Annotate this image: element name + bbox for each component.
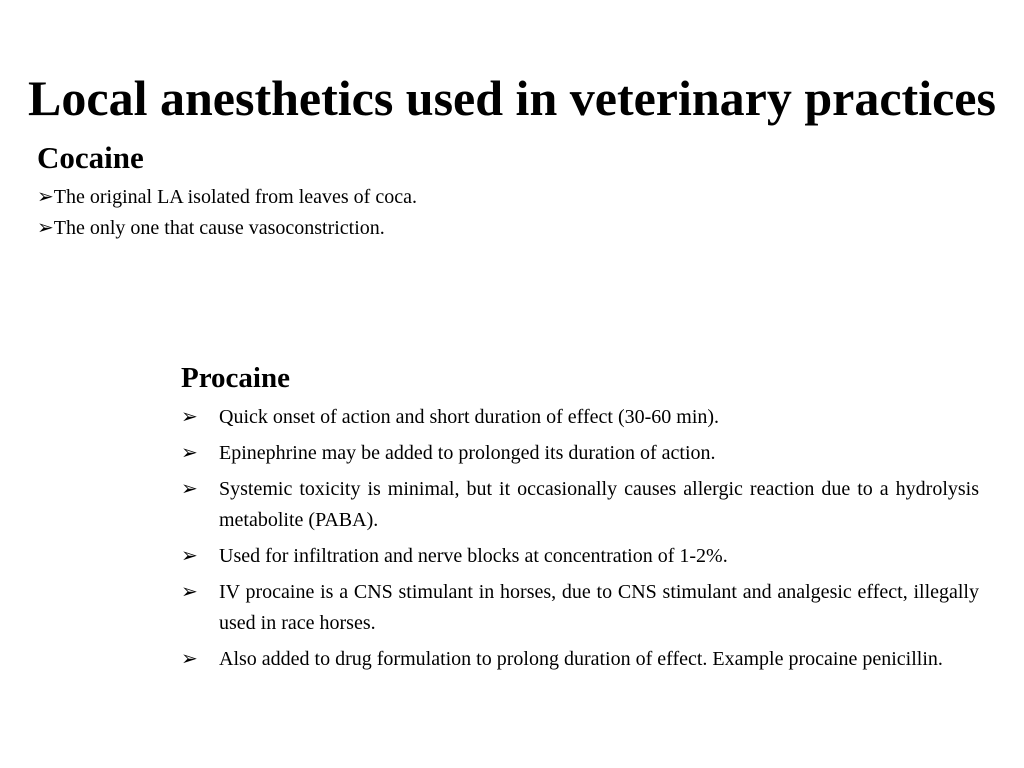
list-item-text: IV procaine is a CNS stimulant in horses, due to CNS stimulant and analgesic effect, illegally used in race horses. <box>219 581 979 634</box>
cocaine-list <box>37 182 484 244</box>
list-item <box>37 213 484 244</box>
list-item-text: Used for infiltration and nerve blocks at concentration of 1-2%. <box>219 545 728 567</box>
cocaine-heading: Cocaine <box>37 140 144 175</box>
list-item <box>181 541 979 572</box>
arrow-bullet-icon: ➢ <box>181 478 198 500</box>
arrow-bullet-icon: ➢ <box>181 648 198 670</box>
list-item <box>37 182 484 213</box>
list-item <box>181 474 979 536</box>
list-item-text: The only one that cause vasoconstriction. <box>53 217 385 239</box>
procaine-heading: Procaine <box>181 362 290 394</box>
arrow-bullet-icon: ➢ <box>37 217 54 239</box>
list-item <box>181 438 979 469</box>
arrow-bullet-icon: ➢ <box>181 442 198 464</box>
list-item-text: Also added to drug formulation to prolong duration of effect. Example procaine penicillin. <box>219 648 943 670</box>
list-item <box>181 402 979 433</box>
list-item-text: Systemic toxicity is minimal, but it occasionally causes allergic reaction due to a hydrolysis metabolite (PABA). <box>219 478 979 531</box>
list-item <box>181 577 979 639</box>
arrow-bullet-icon: ➢ <box>181 545 198 567</box>
procaine-section <box>181 358 979 680</box>
arrow-bullet-icon: ➢ <box>181 581 198 603</box>
list-item-text: Quick onset of action and short duration of effect (30-60 min). <box>219 406 720 428</box>
procaine-list <box>181 402 979 675</box>
slide-title: Local anesthetics used in veterinary practices <box>28 70 996 126</box>
arrow-bullet-icon: ➢ <box>37 186 54 208</box>
list-item <box>181 644 979 675</box>
cocaine-section <box>37 138 484 244</box>
list-item-text: The original LA isolated from leaves of coca. <box>53 186 417 208</box>
arrow-bullet-icon: ➢ <box>181 406 198 428</box>
list-item-text: Epinephrine may be added to prolonged its duration of action. <box>219 442 716 464</box>
